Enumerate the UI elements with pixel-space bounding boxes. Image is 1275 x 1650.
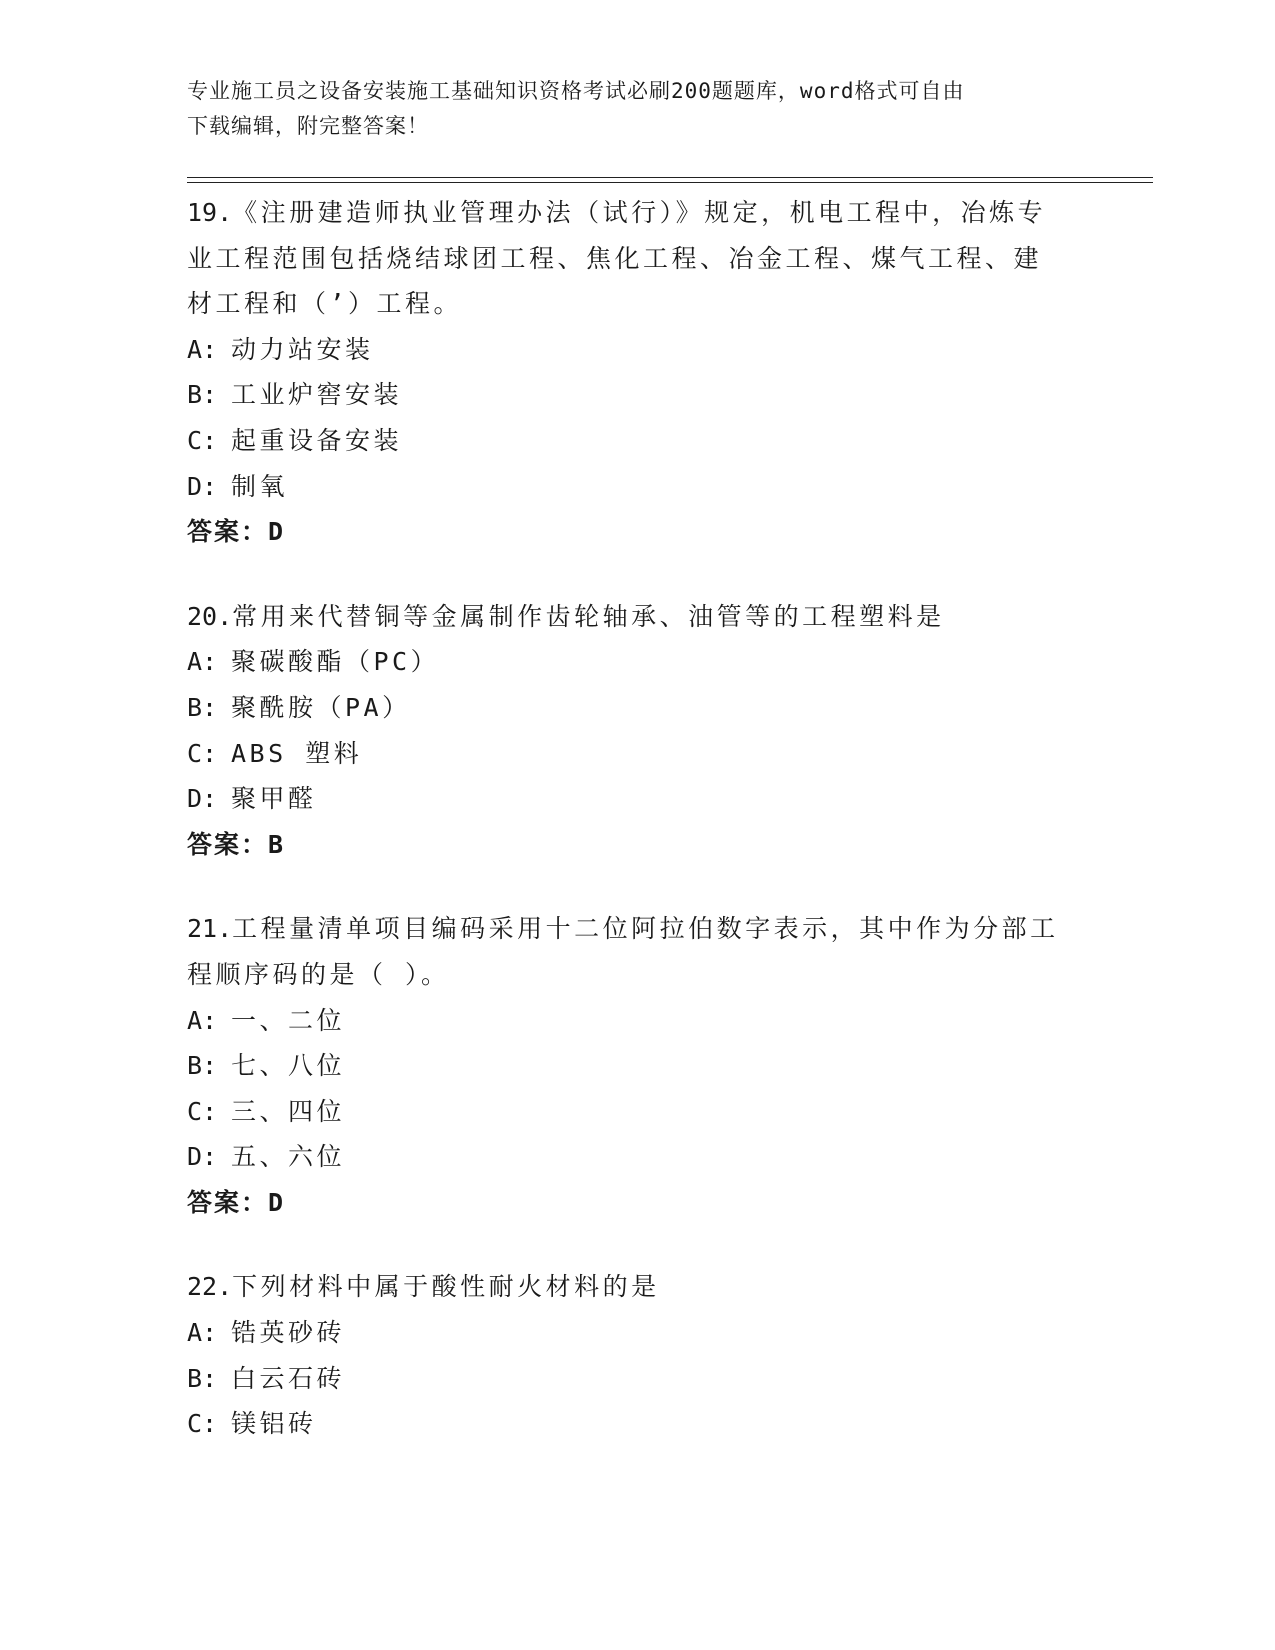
option-a [187, 1310, 1087, 1356]
document-header [187, 74, 1087, 144]
option-text: 制氧 [231, 471, 289, 501]
option-text: 动力站安装 [231, 334, 374, 364]
option-text: 白云石砖 [231, 1363, 346, 1393]
option-letter: B: [187, 380, 218, 410]
option-text: 一、二位 [231, 1005, 346, 1035]
option-d [187, 776, 1087, 822]
stem-line: 《注册建造师执业管理办法（试行）》规定，机电工程中，冶炼专 [232, 198, 1047, 227]
option-text: 三、四位 [231, 1096, 346, 1126]
option-letter: A: [187, 1005, 218, 1035]
option-c [187, 731, 1087, 777]
question-21 [187, 906, 1087, 1225]
question-22 [187, 1264, 1087, 1446]
option-a [187, 639, 1087, 685]
header-line-2: 下载编辑，附完整答案！ [187, 114, 429, 138]
answer-line: 答案：B [187, 829, 286, 859]
option-text: 聚酰胺（PA） [231, 692, 411, 722]
option-letter: B: [187, 1051, 218, 1081]
question-number: 22. [187, 1272, 233, 1302]
option-c [187, 418, 1087, 464]
stem-line: 材工程和（’）工程。 [187, 289, 463, 319]
stem-line: 工程量清单项目编码采用十二位阿拉伯数字表示，其中作为分部工 [232, 914, 1059, 944]
stem-line: 下列材料中属于酸性耐火材料的是 [232, 1272, 660, 1302]
question-number: 19. [187, 198, 233, 227]
question-stem [187, 1264, 1087, 1310]
option-text: 工业炉窖安装 [231, 380, 403, 410]
option-d [187, 1134, 1087, 1180]
answer-line: 答案：D [187, 1187, 286, 1217]
option-text: 聚甲醛 [231, 784, 317, 814]
option-letter: A: [187, 1318, 218, 1348]
question-stem [187, 190, 1087, 236]
header-divider-top [187, 177, 1153, 178]
option-letter: C: [187, 425, 218, 455]
option-letter: C: [187, 738, 218, 768]
option-b [187, 1043, 1087, 1089]
question-list [187, 190, 1087, 1486]
question-stem [187, 594, 1087, 640]
option-text: ABS 塑料 [231, 738, 363, 768]
option-text: 聚碳酸酯（PC） [231, 647, 440, 677]
option-text: 起重设备安装 [231, 425, 403, 455]
option-a [187, 998, 1087, 1044]
question-stem [187, 906, 1087, 952]
option-c [187, 1401, 1087, 1447]
option-b [187, 685, 1087, 731]
option-letter: A: [187, 647, 218, 677]
option-c [187, 1089, 1087, 1135]
option-letter: B: [187, 1363, 218, 1393]
option-letter: D: [187, 471, 218, 501]
header-divider-bottom [187, 182, 1153, 183]
option-text: 五、六位 [231, 1142, 346, 1172]
option-d [187, 464, 1087, 510]
answer-line: 答案：D [187, 517, 286, 547]
option-letter: C: [187, 1409, 218, 1439]
stem-line: 业工程范围包括烧结球团工程、焦化工程、冶金工程、煤气工程、建 [187, 243, 1043, 273]
question-19 [187, 190, 1087, 555]
header-line-1: 专业施工员之设备安装施工基础知识资格考试必刷200题题库，word格式可自由 [187, 79, 965, 103]
question-number: 21. [187, 914, 233, 944]
option-text: 镁铝砖 [231, 1409, 317, 1439]
option-b [187, 372, 1087, 418]
option-letter: D: [187, 1142, 218, 1172]
option-letter: B: [187, 692, 218, 722]
option-text: 七、八位 [231, 1051, 346, 1081]
option-letter: D: [187, 784, 218, 814]
option-text: 锆英砂砖 [231, 1318, 346, 1348]
option-letter: C: [187, 1096, 218, 1126]
stem-line: 常用来代替铜等金属制作齿轮轴承、油管等的工程塑料是 [232, 601, 945, 631]
stem-line: 程顺序码的是（ ）。 [187, 959, 450, 989]
option-a [187, 327, 1087, 373]
question-number: 20. [187, 601, 233, 631]
question-20 [187, 594, 1087, 868]
option-b [187, 1356, 1087, 1402]
option-letter: A: [187, 334, 218, 364]
